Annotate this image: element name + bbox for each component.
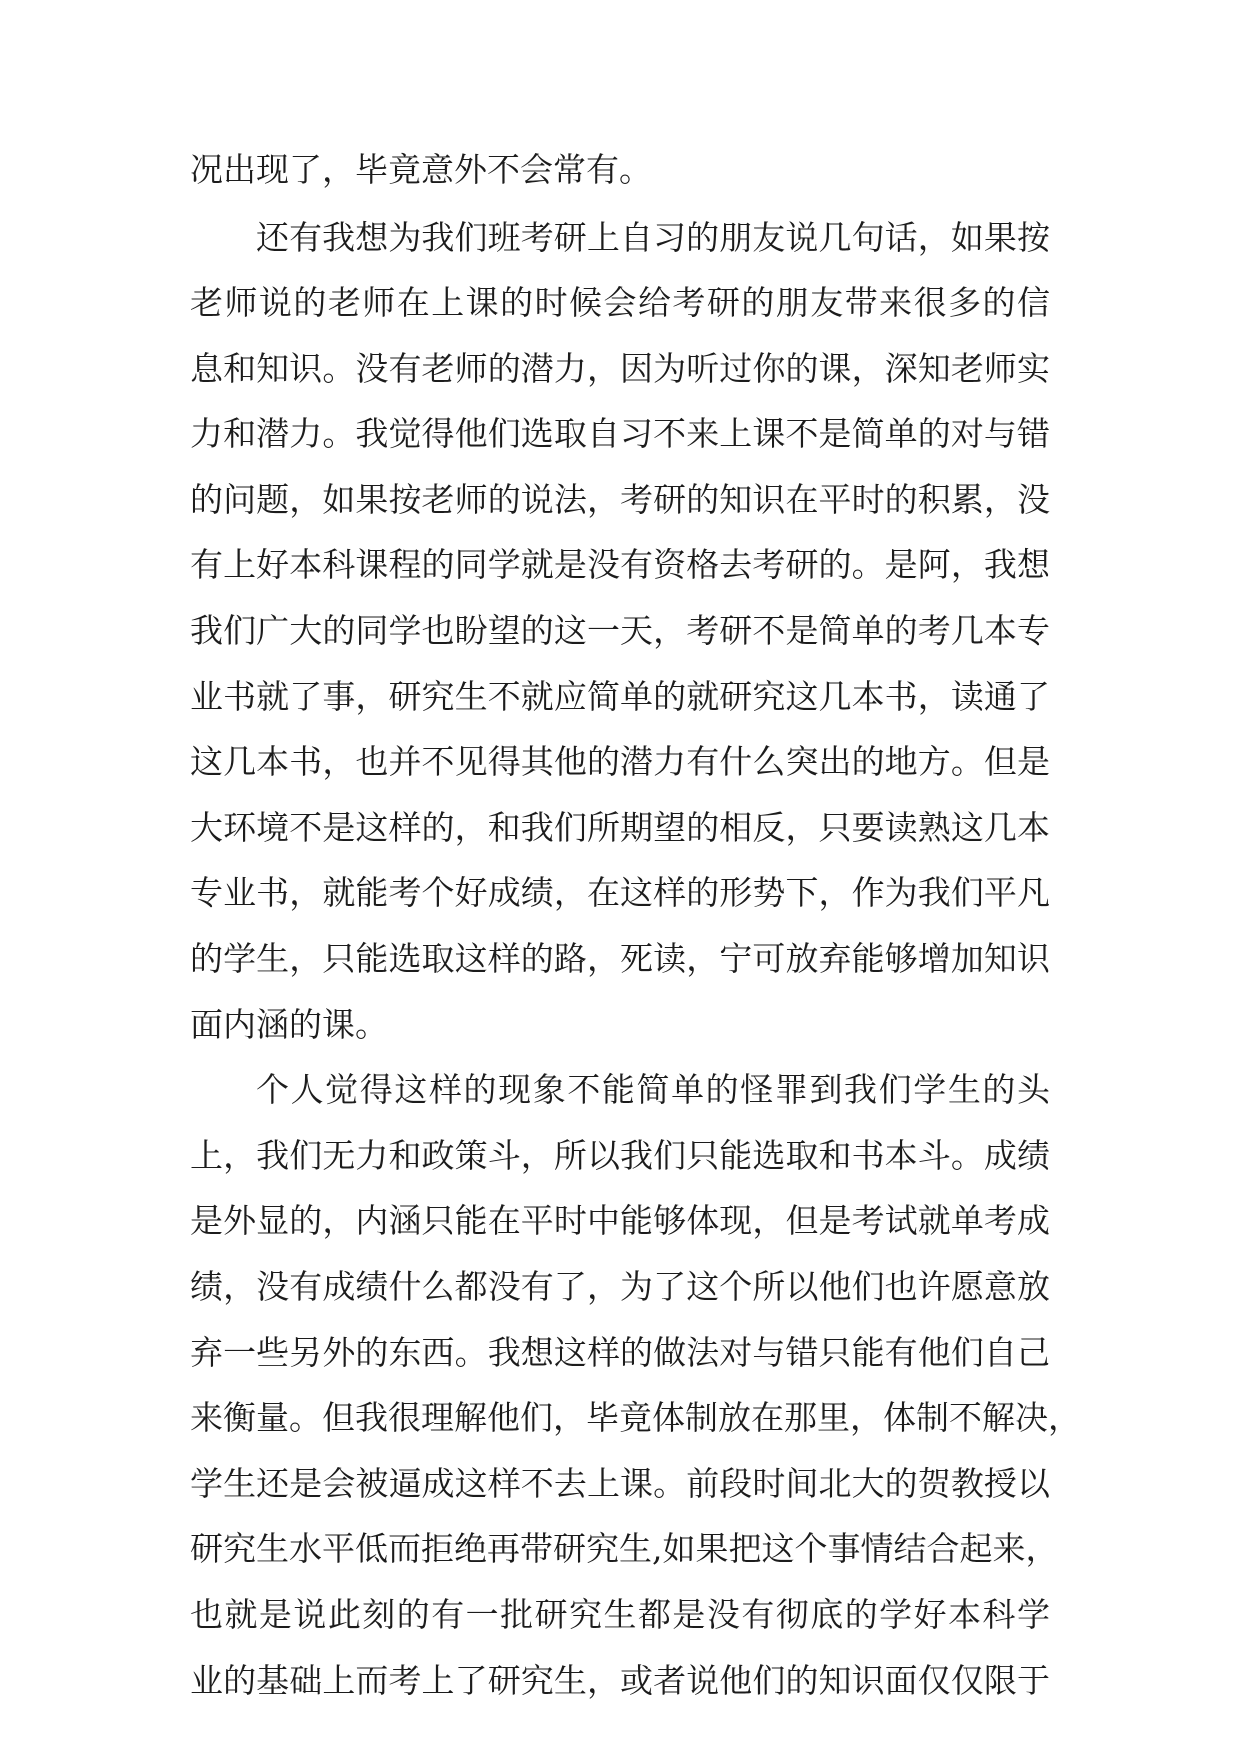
paragraph-3-line-6: 来衡量。但我很理解他们，毕竟体制放在那里，体制不解决，: [190, 1398, 1081, 1437]
paragraph-2-line-6: 有上好本科课程的同学就是没有资格去考研的。是阿，我想: [190, 545, 1050, 584]
paragraph-3-line-1: 个人觉得这样的现象不能简单的怪罪到我们学生的头: [256, 1070, 1050, 1109]
paragraph-3-line-3: 是外显的，内涵只能在平时中能够体现，但是考试就单考成: [190, 1201, 1050, 1240]
paragraph-2-line-11: 专业书，就能考个好成绩，在这样的形势下，作为我们平凡: [190, 873, 1050, 912]
paragraph-2-line-13: 面内涵的课。: [190, 1005, 388, 1044]
paragraph-3-line-4: 绩，没有成绩什么都没有了，为了这个所以他们也许愿意放: [190, 1267, 1050, 1306]
paragraph-2-line-2: 老师说的老师在上课的时候会给考研的朋友带来很多的信: [190, 283, 1050, 322]
paragraph-3-line-2: 上，我们无力和政策斗，所以我们只能选取和书本斗。成绩: [190, 1136, 1050, 1175]
paragraph-2-line-5: 的问题，如果按老师的说法，考研的知识在平时的积累，没: [190, 480, 1050, 519]
paragraph-2-line-12: 的学生，只能选取这样的路，死读，宁可放弃能够增加知识: [190, 939, 1050, 978]
paragraph-2-line-9: 这几本书，也并不见得其他的潜力有什么突出的地方。但是: [190, 742, 1050, 781]
paragraph-2-line-7: 我们广大的同学也盼望的这一天，考研不是简单的考几本专: [190, 611, 1050, 650]
paragraph-3-line-7: 学生还是会被逼成这样不去上课。前段时间北大的贺教授以: [190, 1464, 1050, 1503]
paragraph-3-line-8: 研究生水平低而拒绝再带研究生,如果把这个事情结合起来，: [190, 1529, 1059, 1568]
paragraph-2-line-8: 业书就了事，研究生不就应简单的就研究这几本书，读通了: [190, 677, 1050, 716]
paragraph-3-line-9: 也就是说此刻的有一批研究生都是没有彻底的学好本科学: [190, 1595, 1050, 1634]
paragraph-2-line-3: 息和知识。没有老师的潜力，因为听过你的课，深知老师实: [190, 349, 1050, 388]
paragraph-2-line-10: 大环境不是这样的，和我们所期望的相反，只要读熟这几本: [190, 808, 1050, 847]
paragraph-2-line-1: 还有我想为我们班考研上自习的朋友说几句话，如果按: [256, 218, 1050, 257]
paragraph-2-line-4: 力和潜力。我觉得他们选取自习不来上课不是简单的对与错: [190, 414, 1050, 453]
paragraph-3-line-5: 弃一些另外的东西。我想这样的做法对与错只能有他们自己: [190, 1333, 1050, 1372]
text-line-1: 况出现了，毕竟意外不会常有。: [190, 150, 652, 189]
paragraph-3-line-10: 业的基础上而考上了研究生，或者说他们的知识面仅仅限于: [190, 1661, 1050, 1700]
